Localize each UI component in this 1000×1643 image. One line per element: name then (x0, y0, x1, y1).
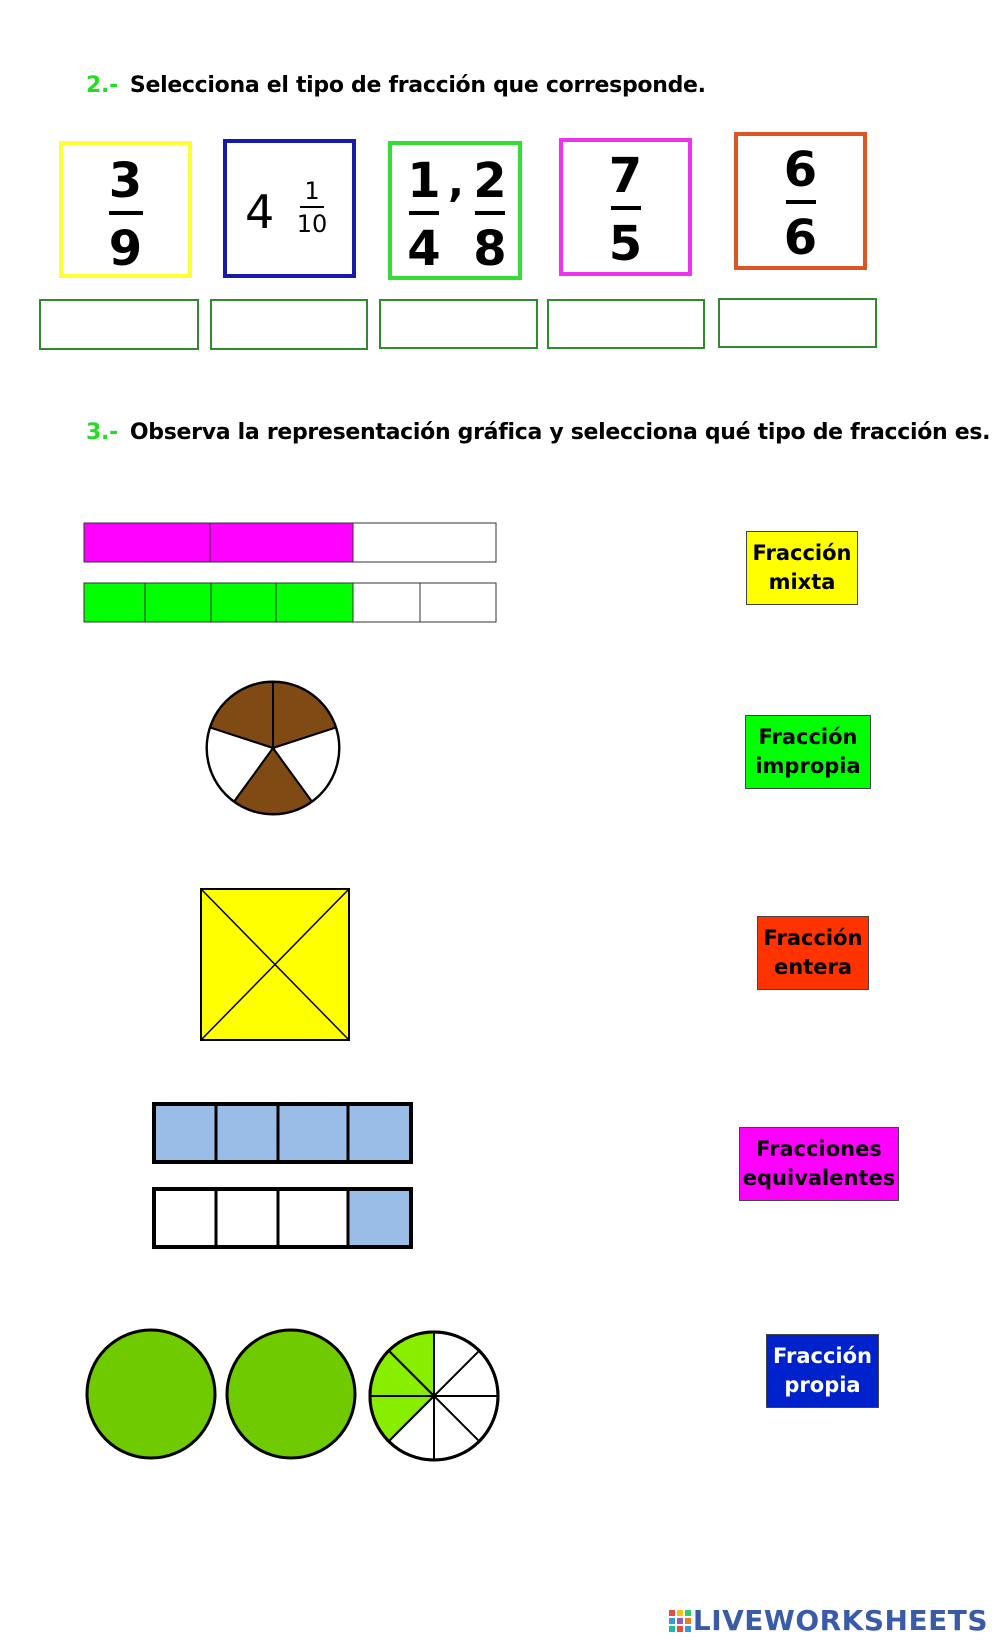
brand-text: LIVEWORKSHEETS (692, 1604, 988, 1637)
empty-bar-segment (420, 583, 496, 622)
label-line-1: Fracción (763, 925, 863, 950)
green-bar-segment (276, 583, 353, 622)
liveworksheets-logo (669, 1604, 988, 1637)
denominator: 4 (407, 221, 441, 277)
fraction-2-8 (472, 153, 508, 277)
mixed-circles-graphic (87, 1330, 498, 1460)
denominator: 10 (296, 210, 328, 238)
white-slice (273, 728, 339, 802)
numerator: 1 (304, 177, 320, 205)
liveworksheets-icon (669, 1608, 691, 1634)
label-fraccion-entera[interactable] (757, 916, 869, 990)
fraction-7-5 (563, 148, 688, 272)
answer-dropdown-2[interactable] (210, 299, 368, 350)
empty-bar-segment (353, 523, 496, 562)
blue-bars-graphic (154, 1104, 411, 1247)
fraction-bar (475, 211, 505, 215)
denominator: 5 (608, 216, 643, 272)
whole-circle (227, 1330, 355, 1458)
whole-number: 4 (245, 185, 275, 239)
numerator: 3 (108, 153, 143, 209)
blue-segment (348, 1106, 409, 1160)
fraction-box-2 (223, 139, 356, 278)
magenta-bar-segment (84, 523, 210, 562)
answer-dropdown-5[interactable] (718, 298, 877, 348)
blue-segment (348, 1191, 409, 1245)
fraction-bar (786, 200, 816, 204)
label-fracciones-equivalentes[interactable] (739, 1127, 899, 1201)
label-line-2: impropia (755, 754, 861, 778)
brown-slice (273, 682, 336, 748)
green-bar-segment (84, 583, 145, 622)
partial-circle (370, 1332, 498, 1460)
fraction-box-1 (59, 141, 192, 278)
white-slice (207, 728, 273, 802)
empty-bar-segment (353, 583, 420, 622)
fraction-box-4 (559, 138, 692, 276)
whole-circle (87, 1330, 215, 1458)
blue-segment (156, 1106, 216, 1160)
answer-dropdown-4[interactable] (547, 299, 705, 349)
numerator: 7 (608, 148, 643, 204)
mixed-fraction (245, 185, 275, 239)
fraction-1-4 (406, 153, 442, 277)
fraction-separator: , (448, 157, 464, 206)
square-graphic (201, 889, 349, 1040)
label-line-1: Fracción (772, 1343, 872, 1368)
label-fraccion-propia[interactable] (766, 1334, 879, 1408)
label-line-2: mixta (768, 570, 836, 594)
denominator: 6 (783, 210, 818, 266)
label-line-1: Fracción (752, 540, 852, 565)
label-fraccion-impropia[interactable] (745, 715, 871, 789)
fraction-bar (300, 206, 324, 208)
fraction-6-6 (738, 142, 863, 266)
section-2-text: Selecciona el tipo de fracción que corresponde. (129, 73, 706, 98)
numerator: 6 (783, 142, 818, 198)
section-3-title (86, 420, 990, 445)
section-2-title (86, 73, 706, 98)
label-line-2: entera (773, 955, 852, 979)
mixed-fraction-part (293, 179, 331, 236)
denominator: 8 (473, 221, 507, 277)
section-3-number: 3.- (86, 420, 118, 445)
label-line-2: propia (784, 1373, 861, 1397)
equivalent-bars-graphic (84, 523, 496, 622)
numerator: 1 (407, 153, 441, 209)
brown-slice (210, 682, 273, 748)
section-3-text: Observa la representación gráfica y selecciona qué tipo de fracción es. (129, 420, 991, 445)
fraction-3-9 (63, 153, 188, 277)
fraction-bar (109, 211, 143, 215)
pie-graphic (207, 682, 339, 814)
label-line-1: Fracción (758, 724, 858, 749)
green-bar-segment (211, 583, 276, 622)
fraction-bar (409, 211, 439, 215)
denominator: 9 (108, 221, 143, 277)
answer-dropdown-1[interactable] (39, 299, 199, 350)
section-2-number: 2.- (86, 73, 118, 98)
brown-slice (234, 748, 312, 814)
blue-segment (278, 1106, 348, 1160)
green-slice (389, 1332, 434, 1396)
magenta-bar-segment (210, 523, 353, 562)
label-line-2: equivalentes (742, 1166, 896, 1190)
label-fraccion-mixta[interactable] (746, 531, 858, 605)
fraction-bar (611, 206, 641, 210)
fraction-box-5 (734, 132, 867, 270)
blue-segment (216, 1106, 278, 1160)
numerator: 2 (473, 153, 507, 209)
green-bar-segment (145, 583, 211, 622)
green-slice (370, 1396, 434, 1441)
green-slice (370, 1351, 434, 1396)
label-line-1: Fracciones (756, 1136, 882, 1161)
answer-dropdown-3[interactable] (379, 299, 538, 349)
fraction-box-3 (388, 141, 522, 280)
